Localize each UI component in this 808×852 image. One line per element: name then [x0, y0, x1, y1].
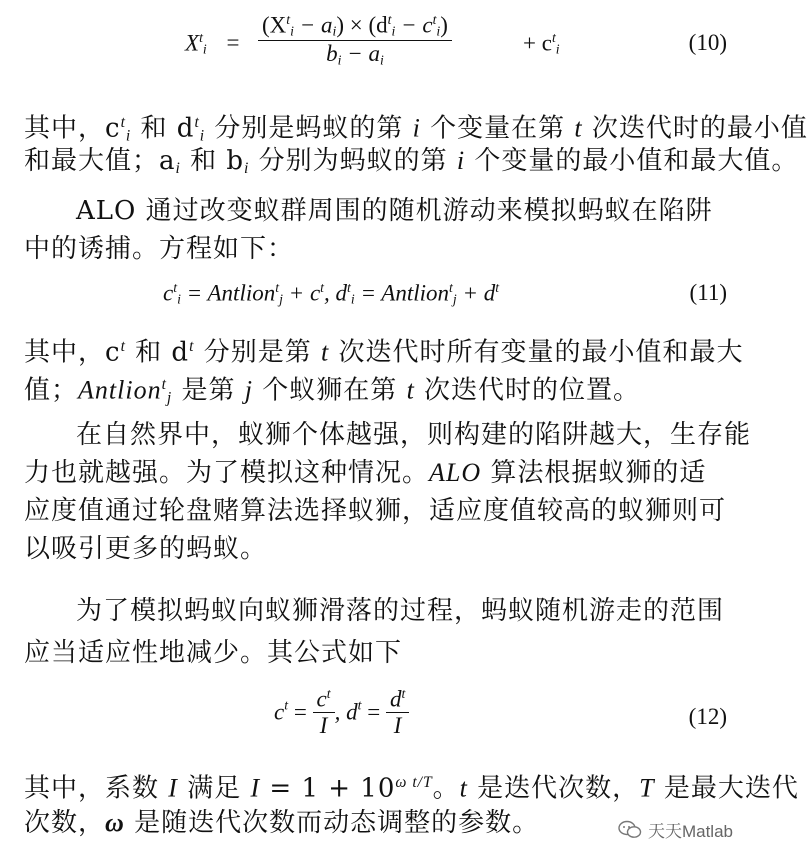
eq10-numerator: $(X^t_i - a_i) \times (d^t_i - c^t_i)$: [258, 12, 452, 41]
paragraph-5-line-1: 为了模拟蚂蚁向蚁狮滑落的过程，蚂蚁随机游走的范围: [76, 596, 725, 626]
equation-12: [0, 686, 751, 756]
paragraph-3-line-1: 其中，$c^t$ 和 $d^t$ 分别是第 t 次迭代时所有变量的最小值和最大: [24, 337, 744, 368]
paragraph-2-line-1: ALO 通过改变蚁群周围的随机游动来模拟蚂蚁在陷阱: [76, 196, 713, 226]
eq11-number: (11): [689, 280, 727, 305]
paragraph-4-line-4: 以吸引更多的蚂蚁。: [24, 534, 268, 564]
eq10-lhs: $X^t_i$ =: [185, 30, 240, 57]
paragraph-2-line-2: 中的诱捕。方程如下：: [24, 234, 295, 264]
eq12-body: $c^t$ = $\frac{c^t}{I}$ , $d^t$ = $\frac{d^t}{I}$: [274, 686, 409, 739]
paragraph-4-line-3: 应度值通过轮盘赌算法选择蚁狮，适应度值较高的蚁狮则可: [24, 496, 727, 526]
eq10-number: (10): [688, 30, 727, 55]
watermark: [618, 817, 733, 842]
eq10-denominator: $b_i - a_i$: [326, 40, 384, 68]
paragraph-1-line-2: 和最大值；$a_i$ 和 $b_i$ 分别为蚂蚁的第 i 个变量的最小值和最大值。: [24, 146, 799, 177]
paragraph-6-line-2: 次数，ω 是随迭代次数而动态调整的参数。: [24, 808, 540, 838]
eq11-body: $c^t_i$ = Antlion$^t_j$ + $c^t$, $d^t_i$ = Antlion$^t_j$ + $d^t$: [163, 280, 500, 307]
eq10-fraction: [258, 12, 452, 68]
paragraph-5-line-2: 应当适应性地减少。其公式如下: [24, 638, 403, 668]
eq12-fraction-1: $\frac{c^t}{I}$: [313, 686, 335, 739]
paragraph-6-line-1: 其中，系数 I 满足 $I = 1 + 10^{\omega t/T}$。t 是迭代次数，T 是最大迭代: [24, 773, 799, 804]
equation-11: [0, 280, 751, 320]
eq12-fraction-2: $\frac{d^t}{I}$: [386, 686, 409, 739]
paragraph-1-line-1: 其中，$c^t_i$ 和 $d^t_i$ 分别是蚂蚁的第 i 个变量在第 t 次迭代时的最小值: [24, 113, 808, 145]
wechat-icon: [618, 820, 642, 840]
equation-10: [0, 12, 751, 82]
paragraph-4-line-1: 在自然界中，蚁狮个体越强，则构建的陷阱越大，生存能: [76, 420, 752, 450]
eq12-number: (12): [688, 704, 727, 729]
watermark-label: 天天Matlab: [647, 822, 733, 841]
paragraph-3-line-2: 值；Antlion$^t_j$ 是第 j 个蚁狮在第 t 次迭代时的位置。: [24, 375, 641, 407]
eq10-tail: + $c^t_i$: [523, 30, 560, 57]
paragraph-4-line-2: 力也就越强。为了模拟这种情况。ALO 算法根据蚁狮的适: [24, 458, 707, 488]
